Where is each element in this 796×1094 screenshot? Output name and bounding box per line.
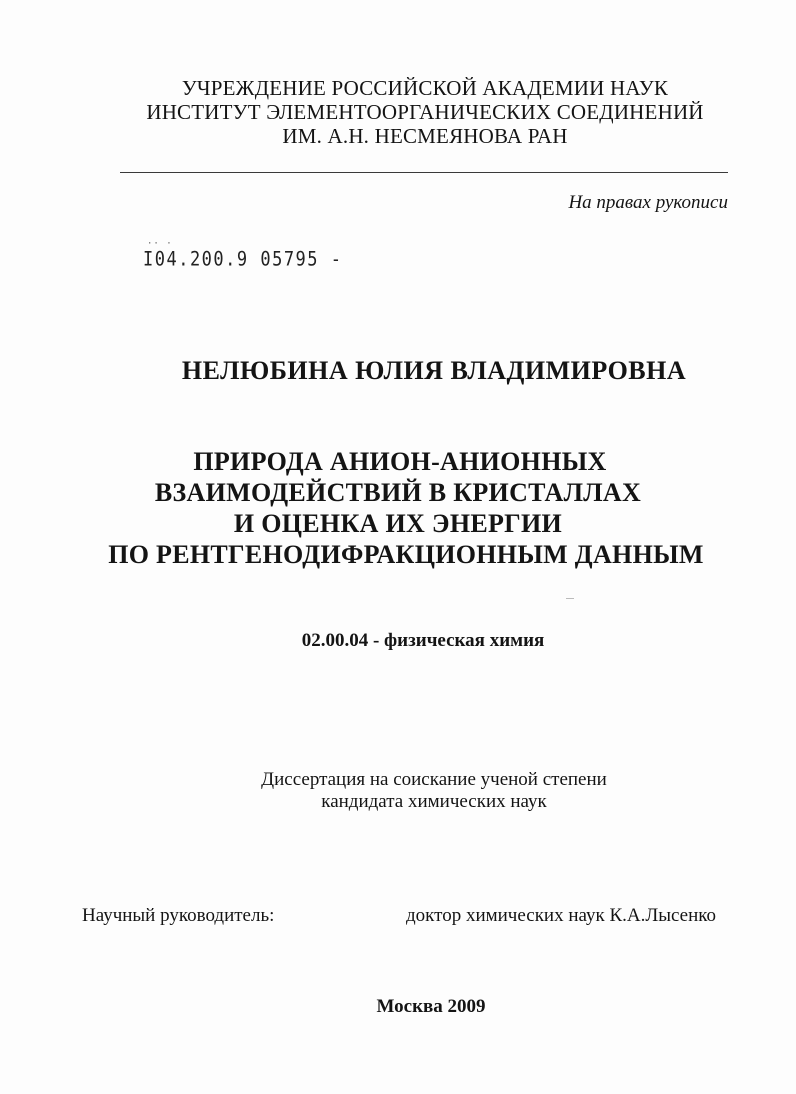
title-line-3: И ОЦЕНКА ИХ ЭНЕРГИИ [233,509,563,538]
institution-line-1: УЧРЕЖДЕНИЕ РОССИЙСКОЙ АКАДЕМИИ НАУК [181,76,669,100]
header-divider [120,172,728,173]
title-line-2: ВЗАИМОДЕЙСТВИЙ В КРИСТАЛЛАХ [154,478,642,507]
registration-stamp: I04.200.9 05795 - [143,248,343,271]
institution-line-2: ИНСТИТУТ ЭЛЕМЕНТООРГАНИЧЕСКИХ СОЕДИНЕНИЙ [146,100,704,124]
institution-line-3: ИМ. А.Н. НЕСМЕЯНОВА РАН [282,124,568,148]
title-line-4: ПО РЕНТГЕНОДИФРАКЦИОННЫМ ДАННЫМ [108,540,704,569]
scan-speck [566,598,574,599]
author-name: НЕЛЮБИНА ЮЛИЯ ВЛАДИМИРОВНА [181,356,687,385]
specialty-code: 02.00.04 - физическая химия [301,630,545,651]
stamp-marks: ·· · [147,239,173,249]
dissertation-line-1: Диссертация на соискание ученой степени [261,769,607,790]
dissertation-line-2: кандидата химических наук [321,791,547,812]
supervisor-name: доктор химических наук К.А.Лысенко [406,905,717,926]
supervisor-label: Научный руководитель: [82,905,275,926]
rights-note: На правах рукописи [568,192,728,213]
title-line-1: ПРИРОДА АНИОН-АНИОННЫХ [193,447,607,476]
city-year: Москва 2009 [376,996,486,1017]
